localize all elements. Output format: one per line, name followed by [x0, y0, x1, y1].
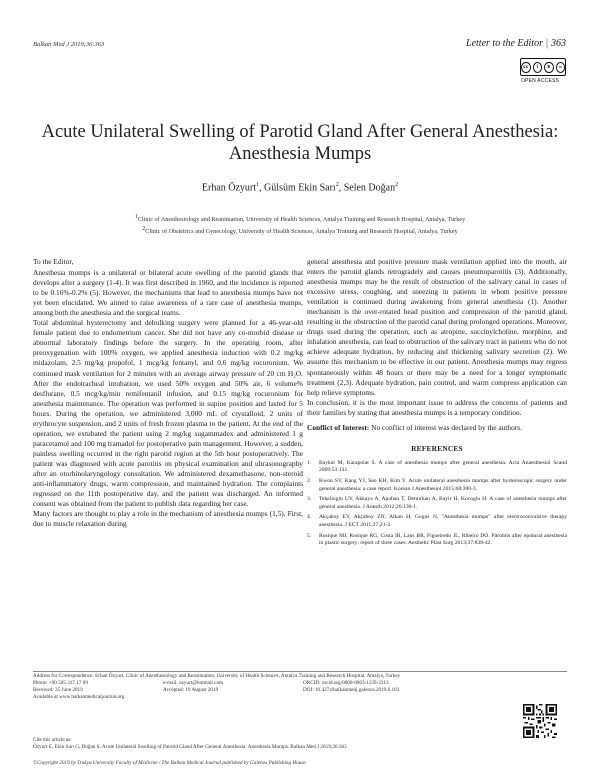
article-type-label: Letter to the Editor — [466, 38, 543, 49]
author-name: Gülsüm Ekin Sarı — [264, 182, 336, 194]
dates-row — [33, 687, 563, 694]
copyright-notice: ©Copyright 2019 by Trakya University Faculty of Medicine / The Balkan Medical Journal published by Galenos Publishing House. — [33, 760, 307, 766]
creative-commons-badge[interactable] — [520, 58, 566, 76]
doi[interactable]: DOI: 10.4274/balkanmedj.galenos.2019.6.103 — [303, 687, 400, 693]
body-paragraph: general anesthesia and positive pressure mask ventilation applied into the mouth, air enters the parotid glands retrogradely and causes pneumoparotitis (3). Additionally, anesthesia mumps may be the result of obstruction of the salivary canal in cases of excessive stress, coughing, and sneezing in patients in whom positive pressure ventilation is continued during awakening from general anesthesia (1). Another mechanism is the over-rotated head position and compression of the parotid gland, resulting in the obstruction of the parotid canal during prolonged operations. Moreover, drugs used during the operation, such as atropine, succinylcholine, morphine, and inhalation anesthesia, can lead to obstruction of the salivary tract in patients who do not achieve adequate hydration, by reducing and thickening salivary secretion (2). We assume this mechanism to be effective in our patient. Anesthesia mumps may regress spontaneously within 48 hours or there may be a need for a longer symptomatic treatment (2,3). Adequate hydration, pain control, and warm compress application can help relieve symptoms. — [307, 257, 567, 397]
cc-icon: cc — [521, 62, 531, 73]
body-paragraph: Total abdominal hysterectomy and debulking surgery were planned for a 46-year-old female patient due to endometrium cancer. She did not have any co-morbid disease or abnormal laboratory findings before the surgery. In the operating room, after preoxygenation with 100% oxygen, we applied anesthesia induction with 0.2 mg/kg midazolam, 2.5 mg/kg propofol, 1 mcg/kg fentanyl, and 0.6 mg/kg rocuronium. We continued mask ventilation for 2 minutes with an average airway pressure of 20 cm H₂O. After the endotracheal intubation, we used 50% oxygen and 50% air, 6 volume% desflurane, 0.5 mcg/kg/min remifentanil infusion, and 0.15 mg/kg rocuronium for anesthesia maintenance. The operation was performed in supine position and lasted for 5 hours. During the operation, we administered 3,000 mL of crystalloid, 2 units of erythrocyte suspension, and 2 units of fresh frozen plasma to the patient. At the end of the operation, we extubated the patient using 2 mg/kg sugammadex and administered 1 g paracetamol and 100 mg tramadol for postoperative pain management. However, a sudden, painless swelling occurred in the right parotid region at the 5th hour postoperatively. The patient was diagnosed with acute parotitis on physical examination and ultrasonography after an otorhinolaryngology consultation. We administered dexamethasone, non-steroid anti-inflammatory drugs, warm compression, and maintained hydration. The complaints regressed on the 11th postoperative day, and the patient was discharged. An informed consent was obtained from the patient to publish data regarding her case. — [33, 318, 303, 509]
footer-divider — [33, 671, 567, 672]
open-access-label: OPEN ACCESS — [521, 78, 560, 84]
salutation: To the Editor, — [33, 257, 74, 266]
author-affiliation-mark: 1 — [256, 182, 260, 188]
nc-icon: $ — [544, 62, 554, 73]
author-name: Selen Doğan — [343, 182, 396, 194]
journal-reference: Balkan Med J 2019;36:363 — [33, 41, 105, 48]
qr-code[interactable] — [523, 704, 557, 738]
email[interactable]: e-mail: ozyurt@hotmail.com — [163, 680, 224, 686]
author-affiliation-mark: 2 — [395, 182, 399, 188]
cite-text: Özyurt E, Ekin Sarı G, Doğan S. Acute Unilateral Swelling of Parotid Gland After General Anesthesia: Anesthesia Mumps. Balkan Med J 2019;36:363 — [33, 744, 347, 750]
available-at[interactable]: Available at www.balkanmedicaljournal.org — [33, 694, 125, 700]
received-date: Received: 25 June 2019 — [33, 687, 83, 693]
title-line-2: Anesthesia Mumps — [228, 144, 372, 164]
reference-item: 2. Kwon SY, Kang YJ, Seo KH, Kim Y. Acute unilateral anesthesia mumps after hysteroscopic surgery under general anesthesia: a case report. Korean J Anesthesiol 2015;68:300-3. — [307, 478, 567, 492]
accepted-date: Accepted: 19 August 2019 — [163, 687, 219, 693]
affiliation-1: $^1$Clinic of Anesthesiology and Reanimation, University of Health Sciences, Antalya Training and Research Hospital, Antalya, Turkey — [134, 214, 466, 224]
affiliation-2: $^2$Clinic of Obstetrics and Gynecology, University of Health Sciences, Antalya Training and Research Hospital, Antalya, Turkey — [142, 226, 458, 236]
article-title — [30, 121, 570, 165]
correspondence-address: Address for Correspondence: Erhan Özyurt, Clinic of Anesthesiology and Reanimation, University of Health Sciences, Antalya Training and Research Hospital, Antalya, Turkey — [33, 673, 401, 679]
author-name: Erhan Özyurt — [201, 182, 257, 194]
body-paragraph: Anesthesia mumps is a unilateral or bilateral acute swelling of the parotid glands that develops after a surgery (1-4). It was first described in 1960, and the incidence is reported to be 0.16%-0.2% (5). However, the mechanisms that lead to anesthesia mumps have not yet been elucidated. We aimed to raise awareness of a rare case of anesthesia mumps, among both the anesthesia and the surgical teams. — [33, 268, 303, 318]
article-type-header — [466, 38, 566, 49]
orcid[interactable]: ORCID: orcid.org/0000-0003-1139-2313 — [303, 680, 389, 686]
body-column-left — [33, 257, 303, 529]
reference-item: 3. Tekelioglu UY, Akkaya A, Apuhan T, Demirhan A, Bayir H, Kocoglu H. A case of anesthesia mumps after general anesthesia. J Anesth 2012;26:130-1. — [307, 496, 567, 510]
citation-block — [33, 737, 563, 751]
page-number: 363 — [551, 38, 566, 49]
reference-item: 4. Akçaboy EY, Akçaboy ZN, Alkan H, Gogus N. "Anesthesia mumps" after electroconvulsive therapy anesthesia. J ECT 2011;27:21-2. — [307, 514, 567, 528]
reference-item: 5. Rosique MJ, Rosique RG, Costa IR, Lans BR, Figueiredo JL, Ribeiro DO. Parotitis after epidural anesthesia in plastic surgery: report of three cases. Aesthetic Plast Surg 2013;37:838-42. — [307, 532, 567, 547]
references-heading: REFERENCES — [411, 443, 463, 453]
reference-list — [307, 460, 567, 548]
cite-label: Cite this article as: — [33, 737, 72, 743]
footer-correspondence — [33, 673, 563, 701]
nd-icon: = — [556, 62, 566, 73]
author-affiliation-mark: 2 — [335, 182, 339, 188]
header-divider: | — [545, 38, 548, 49]
phone: Phone: +90 505 317 17 09 — [33, 680, 88, 686]
by-icon: i — [533, 62, 543, 73]
body-paragraph: In conclusion, it is the most important issue to address the concerns of patients and their families by stating that anesthesia mumps is a temporary condition. — [307, 397, 567, 417]
body-column-right — [307, 257, 567, 551]
body-paragraph: Many factors are thought to play a role in the mechanism of anesthesia mumps (1,5). First, due to muscle relaxation during — [33, 509, 303, 529]
conflict-of-interest: Conflict of Interest: No conflict of interest was declared by the authors. — [307, 422, 522, 432]
contact-row — [33, 680, 563, 687]
author-list: Erhan Özyurt$^1$, Gülsüm Ekin Sarı$^2$, Selen Doğan$^2$ — [201, 182, 399, 194]
reference-item: 1. Baykal M, Karapolat S. A case of anesthesia mumps after general anesthesia. Acta Anaesthesiol Scand 2009;53:131. — [307, 459, 567, 474]
title-line-1: Acute Unilateral Swelling of Parotid Gland After General Anesthesia: — [41, 122, 559, 142]
